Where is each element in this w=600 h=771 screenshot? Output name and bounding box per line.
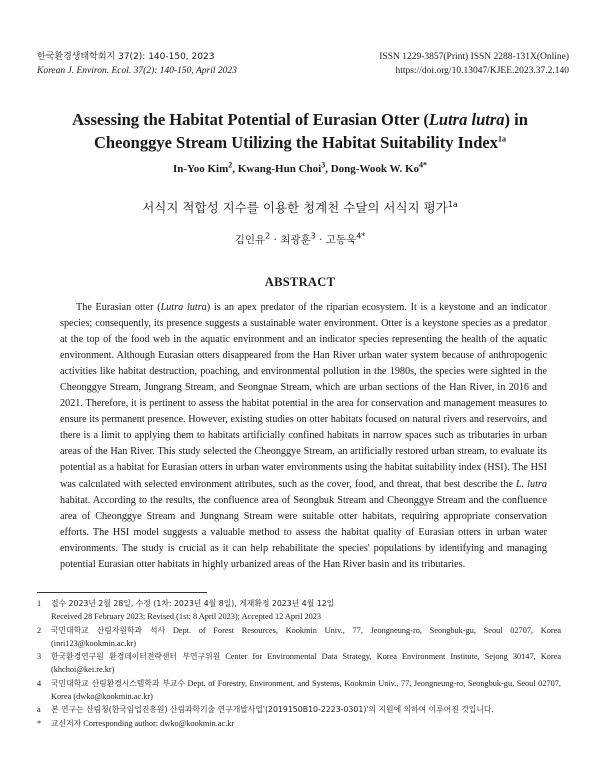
author-name: 고동욱 bbox=[325, 234, 357, 246]
author-name: 최광훈 bbox=[280, 234, 311, 246]
footnote: 1 접수 2023년 2월 28일, 수정 (1차: 2023년 4월 8일), 게재확정 2023년 4월 12일 Received 28 February 2023; Revised (1st: 8 April 2023); Accepted 12 April 2023 bbox=[37, 599, 335, 622]
journal-citation-english: Korean J. Environ. Ecol. 37(2): 140-150, April 2023 bbox=[37, 66, 237, 76]
paper-title: Assessing the Habitat Potential of Eurasian Otter (Lutra lutra) in Cheonggye Stream Utilizing the Habitat Suitability Index$^{1a}$ bbox=[72, 110, 528, 152]
author-name: 김인유 bbox=[234, 234, 266, 246]
issn: ISSN 1229-3857(Print) ISSN 2288-131X(Online) bbox=[379, 52, 569, 62]
author-name: In-Yoo Kim bbox=[172, 163, 229, 175]
doi-link[interactable]: https://doi.org/10.13047/KJEE.2023.37.2.140 bbox=[395, 66, 569, 76]
korean-author-list: 김인유$^2$ · 최광훈$^3$ · 고동욱$^{4*}$ bbox=[234, 231, 366, 246]
author-name: Dong-Wook W. Ko bbox=[330, 163, 420, 175]
abstract-heading: ABSTRACT bbox=[264, 275, 336, 289]
title-footnote-mark: 1a bbox=[497, 134, 506, 144]
author-name: Kwang-Hun Choi bbox=[237, 163, 322, 175]
journal-citation bbox=[37, 50, 237, 78]
journal-citation-korean: 한국환경생태학회지 37(2): 140-150, 2023 bbox=[37, 52, 215, 62]
footnotes bbox=[37, 597, 561, 730]
footnote: 3 한국환경연구원 환경데이터전략센터 부연구위원 Center for Environmental Data Strategy, Korea Environment Institute, Sejong 30147, Korea (khchoi@kei.re.kr) bbox=[37, 652, 562, 675]
footnote-divider bbox=[37, 592, 207, 593]
korean-title: 서식지 적합성 지수를 이용한 청계천 수달의 서식지 평가$^{1a}$ bbox=[142, 199, 458, 215]
footnote: 2 국민대학교 산림자원학과 석사 Dept. of Forest Resources, Kookmin Univ., 77, Jeongneung-ro, Seongbuk-gu, Seoul 02707, Korea (inri123@kookmin.ac.kr) bbox=[37, 625, 562, 648]
journal-identifiers bbox=[379, 50, 569, 78]
species-name: Lutra lutra bbox=[428, 110, 505, 129]
footnote: a 본 연구는 산림청(한국임업진흥원) 산림과학기술 연구개발사업'(2019150B10-2223-0301)'의 지원에 의하여 이루어진 것입니다. bbox=[37, 705, 494, 715]
species-name: L. lutra bbox=[515, 478, 547, 490]
abstract-body: The Eurasian otter (Lutra lutra) is an apex predator of the riparian ecosystem. It is a keystone and an indicator species; consequently, its presence suggests a sustainable water environment. Otter is a keystone species as a predator at the top of the food web in the aquatic environment and an indicator species representing the health of the aquatic environment. Although Eurasian otters disappeared from the Han River urban water system because of anthropogenic activities like habitat destruction, poaching, and environmental pollution in the 1980s, the species were sighted in the Cheonggye Stream, Jungrang Stream, and Seongnae Stream, which are urban sections of the Han River, in 2016 and 2021. Therefore, it is pertinent to assess the habitat potential in the area for conservation and management measures to ensure its permanent presence. However, existing studies on otter habitats focused on natural rivers and reservoirs, and there is a limit to applying them to habitats artificially confined habitats in narrow spaces such as tributaries in urban areas of the Han River. This study selected the Cheonggye Stream, an artificially restored urban stream, to evaluate its potential as a habitat for Eurasian otters in urban water environments using the habitat suitability index (HSI). The HSI was calculated with selected environment attributes, such as the cover, food, and threat, that best describe the L. lutra habitat. According to the results, the confluence area of Seongbuk Stream and Cheonggye Stream and the confluence area of Cheonggye Stream and Jungnang Stream were suitable otter habitats, requiring appropriate conservation efforts. The HSI model suggests a valuable method to assess the habitat quality of Eurasian otters in urban water environments. The study is crucial as it can help rehabilitate the species' populations by identifying and managing potential Eurasian otter habitats in highly urbanized areas of the Han River basin and its tributaries. bbox=[60, 302, 547, 570]
species-name: Lutra lutra bbox=[160, 302, 207, 313]
footnote: * 교신저자 Corresponding author: dwko@kookmin.ac.kr bbox=[37, 718, 235, 728]
footnote: 4 국민대학교 산림환경시스템학과 부교수 Dept. of Forestry, Environment, and Systems, Kookmin Univ., 77, Jeongneung-ro, Seongbuk-gu, Seoul 02707, Korea (dwko@kookmin.ac.kr) bbox=[37, 678, 561, 702]
author-list: In-Yoo Kim$^2$, Kwang-Hun Choi$^3$, Dong-Wook W. $Ko^{4*}$ bbox=[172, 160, 428, 175]
